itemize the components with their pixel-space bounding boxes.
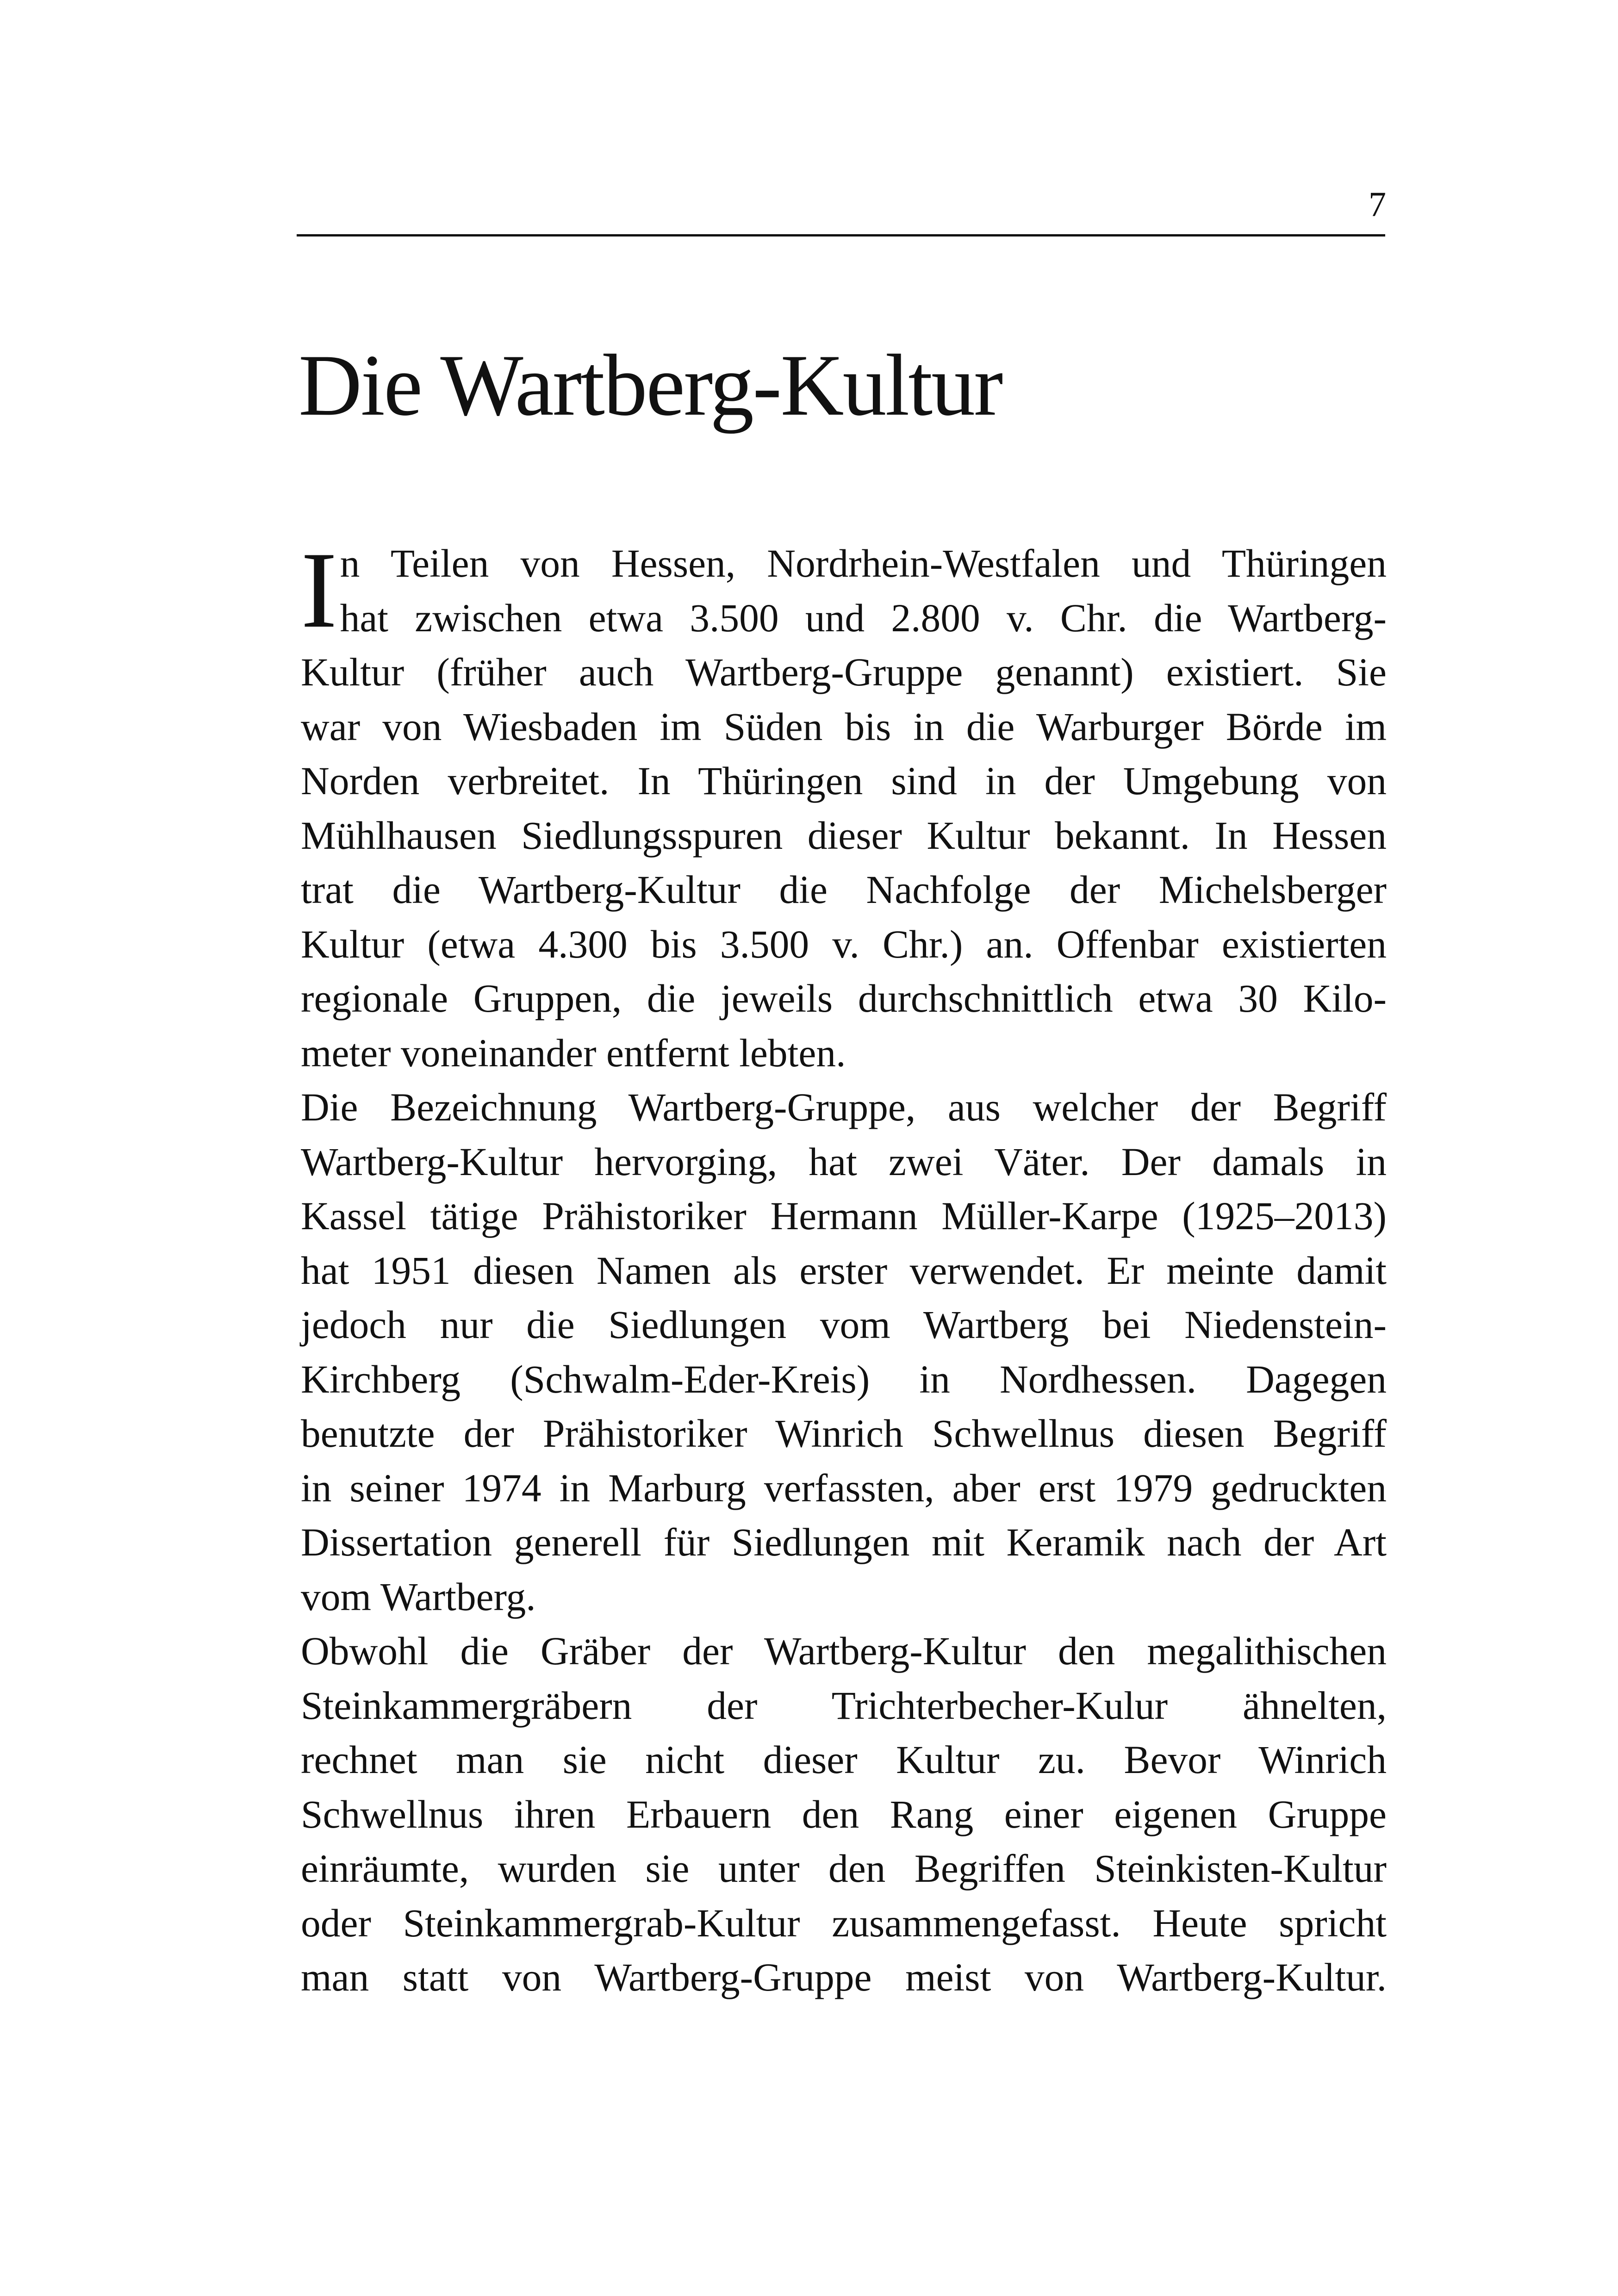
text-line: Kirchberg (Schwalm-Eder-Kreis) in Nordhessen. Dagegen bbox=[301, 1357, 1387, 1401]
text-line: Mühlhausen Siedlungsspuren dieser Kultur bekannt. In Hessen bbox=[301, 814, 1387, 858]
text-line: Kultur (früher auch Wartberg-Gruppe genannt) existiert. Sie bbox=[301, 651, 1387, 694]
text-line: Kassel tätige Prähistoriker Hermann Müller-Karpe (1925–2013) bbox=[301, 1195, 1387, 1238]
text-line: trat die Wartberg-Kultur die Nachfolge der Michelsberger bbox=[301, 868, 1387, 912]
text-line: Steinkammergräbern der Trichterbecher-Kulur ähnelten, bbox=[301, 1684, 1387, 1728]
text-line: jedoch nur die Siedlungen vom Wartberg bei Niedenstein- bbox=[301, 1303, 1387, 1347]
text-line: vom Wartberg. bbox=[301, 1575, 536, 1619]
text-line: man statt von Wartberg-Gruppe meist von Wartberg-Kultur. bbox=[301, 1956, 1387, 1999]
text-line: regionale Gruppen, die jeweils durchschnittlich etwa 30 Kilo- bbox=[301, 977, 1387, 1020]
paragraph-1 bbox=[301, 530, 1387, 1081]
text-line: Obwohl die Gräber der Wartberg-Kultur den megalithischen bbox=[301, 1630, 1387, 1673]
text-line: Dissertation generell für Siedlungen mit Keramik nach der Art bbox=[301, 1521, 1387, 1564]
text-line: Die Bezeichnung Wartberg-Gruppe, aus welcher der Begriff bbox=[301, 1086, 1387, 1129]
text-line: hat 1951 diesen Namen als erster verwendet. Er meinte damit bbox=[301, 1249, 1387, 1293]
text-line: oder Steinkammergrab-Kultur zusammengefasst. Heute spricht bbox=[301, 1901, 1387, 1945]
text-line: Schwellnus ihren Erbauern den Rang einer eigenen Gruppe bbox=[301, 1792, 1387, 1836]
chapter-title: Die Wartberg-Kultur bbox=[299, 337, 1002, 434]
text-line: Kultur (etwa 4.300 bis 3.500 v. Chr.) an. Offenbar existierten bbox=[301, 922, 1387, 966]
paragraph-3 bbox=[301, 1624, 1387, 2005]
text-line: Norden verbreitet. In Thüringen sind in der Umgebung von bbox=[301, 759, 1387, 803]
page-number: 7 bbox=[1369, 185, 1386, 224]
text-line: einräumte, wurden sie unter den Begriffen Steinkisten-Kultur bbox=[301, 1847, 1387, 1891]
paragraph-2 bbox=[301, 1081, 1387, 1624]
header-rule bbox=[297, 234, 1385, 236]
text-line: Wartberg-Kultur hervorging, hat zwei Väter. Der damals in bbox=[301, 1140, 1387, 1184]
text-line: n Teilen von Hessen, Nordrhein-Westfalen und Thüringen bbox=[340, 542, 1387, 585]
drop-cap: I bbox=[301, 530, 337, 651]
text-line: rechnet man sie nicht dieser Kultur zu. Bevor Winrich bbox=[301, 1738, 1387, 1782]
text-line: in seiner 1974 in Marburg verfassten, aber erst 1979 gedruckten bbox=[301, 1466, 1387, 1510]
text-line: meter voneinander entfernt lebten. bbox=[301, 1031, 846, 1075]
text-line: benutzte der Prähistoriker Winrich Schwellnus diesen Begriff bbox=[301, 1412, 1387, 1456]
body-text bbox=[301, 530, 1387, 2005]
text-line: war von Wiesbaden im Süden bis in die Warburger Börde im bbox=[301, 705, 1387, 749]
text-line: hat zwischen etwa 3.500 und 2.800 v. Chr. die Wartberg- bbox=[340, 596, 1387, 640]
